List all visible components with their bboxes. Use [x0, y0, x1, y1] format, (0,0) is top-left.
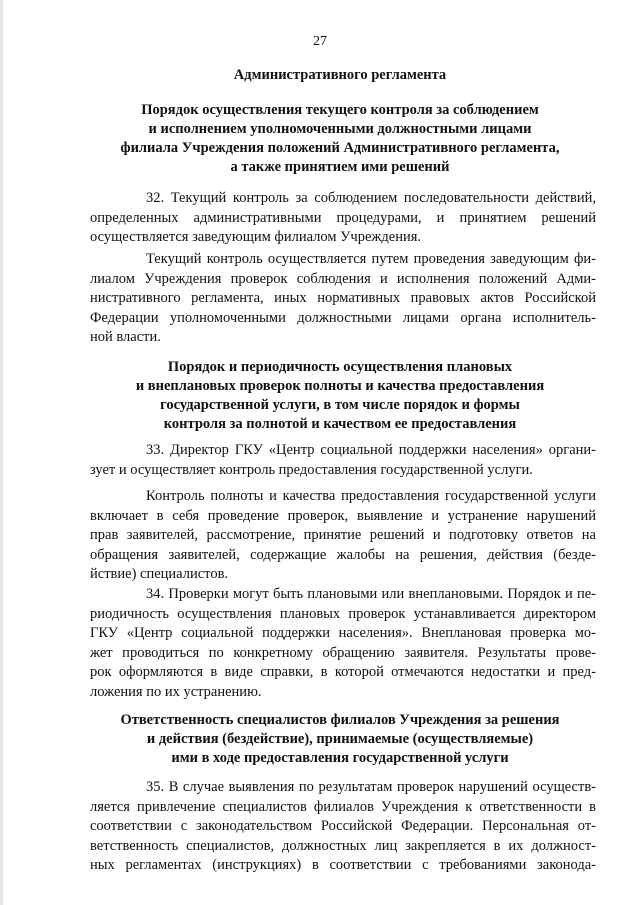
paragraph-33-control: Контроль полноты и качества предоставления государственной услуги включает в себя проведение проверок, выявление и устранение нарушений прав заявителей, рассмотрение, принятие решений и подготовку ответов на обращения заявителей, содержащие жалобы на решения, действия (безде- йствие) специалистов. — [90, 488, 596, 583]
scan-edge — [0, 0, 3, 905]
section2-title: Порядок и периодичность осуществления плановых и внеплановых проверок полноты и качества предоставления государственной услуги, в том числе порядок и формы контроля за полнотой и качеством ее предоставления — [135, 359, 545, 432]
paragraph-35: 35. В случае выявления по результатам проверок нарушений осуществ- ляется привлечение специалистов филиалов Учреждения к ответственности в соответствии с законодательством Российской Федерации. Персональная от- ветственность специалистов, должностных лиц закрепляется в их должност- ных регламентах (инструкциях) в соответствии с требованиями законода- — [90, 779, 596, 874]
page-number: 27 — [313, 34, 327, 49]
section3-title: Ответственность специалистов филиалов Учреждения за решения и действия (бездействие), принимаемые (осуществляемые) ими в ходе предоставления государственной услуги — [120, 712, 560, 766]
paragraph-33: 33. Директор ГКУ «Центр социальной поддержки населения» органи- зует и осуществляет контроль предоставления государственной услуги. — [90, 442, 596, 478]
heading-regulation: Административного регламента — [233, 67, 447, 83]
paragraph-32-control: Текущий контроль осуществляется путем проведения заведующим фи- лиалом Учреждения проверок соблюдения и исполнения положений Адми- нистративного регламента, иных нормативных правовых актов Российской Федерации уполномоченными должностными лицами органа исполнитель- ной власти. — [90, 251, 596, 346]
paragraph-32: 32. Текущий контроль за соблюдением последовательности действий, определенных административными процедурами, и принятием решений осуществляется заведующим филиалом Учреждения. — [90, 190, 596, 246]
section1-title: Порядок осуществления текущего контроля за соблюдением и исполнением уполномоченными должностными лицами филиала Учреждения положений Административного регламента, а также принятием ими решений — [120, 102, 560, 175]
paragraph-34: 34. Проверки могут быть плановыми или внеплановыми. Порядок и пе- риодичность осуществления плановых проверок устанавливается директором ГКУ «Центр социальной поддержки населения». Внеплановая проверка мо- жет проводиться по конкретному обращению заявителя. Результаты прове- рок оформляются в виде справки, в которой отмечаются недостатки и пред- ложения по их устранению. — [90, 586, 596, 700]
